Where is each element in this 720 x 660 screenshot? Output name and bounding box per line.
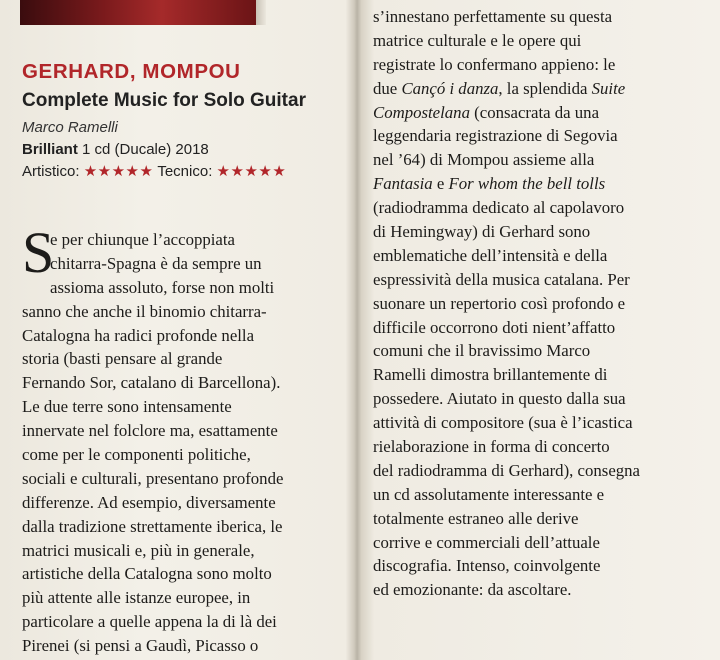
body-line: artistiche della Catalogna sono molto xyxy=(22,564,272,584)
body-line: totalmente estraneo alle derive xyxy=(373,508,579,528)
body-line: dalla tradizione strettamente iberica, le xyxy=(22,516,283,536)
body-line: registrate lo confermano appieno: le xyxy=(373,54,616,74)
body-line: Pirenei (si pensi a Gaudì, Picasso o xyxy=(22,636,259,656)
review-body-left xyxy=(22,220,344,658)
body-line: suonare un repertorio così profondo e xyxy=(373,293,626,313)
body-line: differenze. Ad esempio, diversamente xyxy=(22,492,276,512)
body-line: innervate nel folclore ma, esattamente xyxy=(22,421,278,441)
body-line: del radiodramma di Gerhard), consegna xyxy=(373,460,640,480)
technical-label: Tecnico: xyxy=(157,163,213,180)
rating-line xyxy=(22,161,344,183)
text-run: due xyxy=(373,78,402,98)
body-line: assioma assoluto, forse non molti xyxy=(50,277,275,297)
work-title-inline: Fantasia xyxy=(373,174,433,194)
record-label: Brilliant xyxy=(22,141,78,158)
body-line: e per chiunque l’accoppiata xyxy=(50,230,235,249)
body-line: sociali e culturali, presentano profonde xyxy=(22,468,284,488)
body-line xyxy=(373,101,708,125)
body-line: leggendaria registrazione di Segovia xyxy=(373,126,618,146)
drop-cap: S xyxy=(22,220,55,285)
image-shadow xyxy=(256,0,266,25)
body-line: un cd assolutamente interessante e xyxy=(373,484,605,504)
body-line: emblematiche dell’intensità e della xyxy=(373,245,608,265)
body-line: Fernando Sor, catalano di Barcellona). xyxy=(22,373,281,393)
technical-stars-icon: ★★★★★ xyxy=(216,163,287,180)
body-line: matrici musicali e, più in generale, xyxy=(22,540,255,560)
work-title: Complete Music for Solo Guitar xyxy=(22,90,306,111)
body-line: espressività della musica catalana. Per xyxy=(373,269,630,289)
artistic-label: Artistico: xyxy=(22,163,80,180)
release-info: 1 cd (Ducale) 2018 xyxy=(82,141,209,158)
body-line: Le due terre sono intensamente xyxy=(22,397,232,417)
body-line: discografia. Intenso, coinvolgente xyxy=(373,556,601,576)
body-line xyxy=(373,77,708,101)
work-title-inline: Compostelana xyxy=(373,102,470,122)
review-header xyxy=(22,58,344,183)
body-line: corrive e commerciali dell’attuale xyxy=(373,532,600,552)
body-line: attività di compositore (sua è l’icastica xyxy=(373,413,633,433)
body-line xyxy=(373,172,708,196)
body-line: storia (basti pensare al grande xyxy=(22,349,223,369)
body-line: di Hemingway) di Gerhard sono xyxy=(373,222,591,242)
artistic-stars-icon: ★★★★★ xyxy=(83,163,154,180)
body-line: nel ’64) di Mompou assieme alla xyxy=(373,150,595,170)
body-line: possedere. Aiutato in questo dalla sua xyxy=(373,389,626,409)
work-title-inline: For whom the bell tolls xyxy=(448,174,606,194)
body-line: ed emozionante: da ascoltare. xyxy=(373,580,572,600)
body-line: (radiodramma dedicato al capolavoro xyxy=(373,198,625,218)
body-line: rielaborazione in forma di concerto xyxy=(373,437,610,457)
body-line: sanno che anche il binomio chitarra- xyxy=(22,301,267,321)
text-run: e xyxy=(432,174,449,194)
text-run: , la splendida xyxy=(498,78,592,98)
artist-heading: GERHARD, MOMPOU xyxy=(22,60,241,83)
album-cover-image xyxy=(20,0,256,25)
review-body-right xyxy=(373,5,708,602)
body-line: chitarra-Spagna è da sempre un xyxy=(50,253,262,273)
body-line: particolare a quelle appena la di là dei xyxy=(22,612,277,632)
body-line: Catalogna ha radici profonde nella xyxy=(22,325,255,345)
body-line: più attente alle istanze europee, in xyxy=(22,588,251,608)
text-run: (consacrata da una xyxy=(469,102,600,122)
body-line: Ramelli dimostra brillantemente di xyxy=(373,365,608,385)
work-title-inline: Cançó i danza xyxy=(401,78,499,98)
body-line: come per le componenti politiche, xyxy=(22,445,251,465)
body-line: s’innestano perfettamente su questa xyxy=(373,7,613,26)
label-line xyxy=(22,138,344,161)
performer-name: Marco Ramelli xyxy=(22,119,118,136)
body-line: comuni che il bravissimo Marco xyxy=(373,341,591,361)
work-title-inline: Suite xyxy=(591,78,626,98)
body-line: difficile occorrono doti nient’affatto xyxy=(373,317,616,337)
body-line: matrice culturale e le opere qui xyxy=(373,30,582,50)
